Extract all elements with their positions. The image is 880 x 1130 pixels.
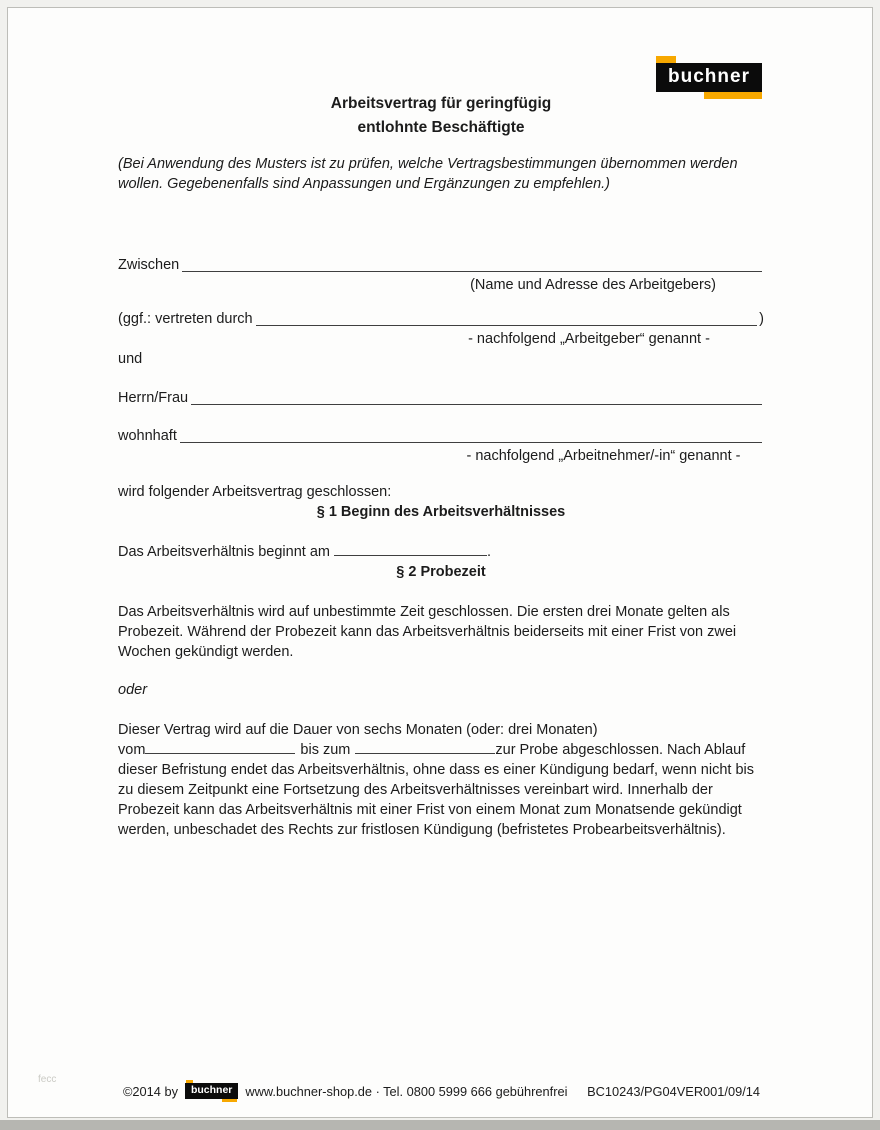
start-date-period: . [487, 544, 492, 560]
und-label: und [118, 351, 143, 367]
logo-wordmark: buchner [656, 63, 762, 92]
page-edge-shadow [0, 1120, 880, 1130]
employee-address-blank-line [180, 442, 762, 443]
representative-blank-line [256, 325, 758, 326]
copyright-text: ©2014 by [123, 1083, 178, 1099]
employer-hint: (Name und Adresse des Arbeitgebers) [470, 277, 716, 293]
bis-zum-label: bis zum [300, 742, 351, 758]
oder-label: oder [118, 682, 148, 698]
fixed-term-lead: Dieser Vertrag wird auf die Dauer von sechs Monaten (oder: drei Monaten) [118, 722, 598, 738]
vertreten-label: (ggf.: vertreten durch [118, 311, 253, 327]
employee-tag: - nachfolgend „Arbeitnehmer/-in“ genannt - [466, 448, 741, 464]
wohnhaft-label: wohnhaft [118, 428, 177, 444]
to-date-blank-line [355, 742, 495, 754]
probation-paragraph: Das Arbeitsverhältnis wird auf unbestimmte Zeit geschlossen. Die ersten drei Monate gelten als Probezeit. Während der Probezeit kann das Arbeitsverhältnis beiderseits mit einer Frist von zwei Wochen gekündigt werden. [118, 604, 737, 660]
footer-contact: www.buchner-shop.de · Tel. 0800 5999 666 gebührenfrei [245, 1083, 568, 1099]
from-date-blank-line [145, 742, 295, 754]
employee-name-blank-line [191, 404, 762, 405]
vom-label: vom [118, 742, 146, 758]
start-date-line [118, 542, 764, 562]
fixed-term-rest: zur Probe abgeschlossen. Nach Ablauf dieser Befristung endet das Arbeitsverhältnis, ohne dass es einer Kündigung bedarf, wenn nicht bis zu diesem Zeitpunkt eine Fortsetzung des Arbeitsverhältnisses vereinbart wird. Innerhalb der Probezeit kann das Arbeitsverhältnis mit einer Frist von einem Monat zum Monatsende gekündigt werden, unbeschadet des Rechts zur fristlosen Kündigung (befristetes Probearbeitsverhältnis). [118, 742, 754, 838]
document-page [7, 7, 873, 1118]
section-1-heading: § 1 Beginn des Arbeitsverhältnisses [316, 504, 566, 520]
person-label: Herrn/Frau [118, 390, 189, 406]
document-code: BC10243/PG04VER001/09/14 [587, 1083, 760, 1099]
vertreten-close-paren: ) [759, 311, 764, 327]
watermark-text: fecc [38, 1074, 57, 1085]
employer-tag: - nachfolgend „Arbeitgeber“ genannt - [468, 331, 710, 347]
document-title [118, 92, 764, 140]
start-date-blank-line [334, 544, 487, 556]
contract-body [118, 8, 764, 840]
start-date-label: Das Arbeitsverhältnis beginnt am [118, 544, 330, 560]
employee-name-row [118, 388, 764, 408]
title-line-2: entlohnte Beschäftigte [357, 119, 525, 136]
title-line-1: Arbeitsvertrag für geringfügig [330, 95, 552, 112]
page-footer [8, 1083, 872, 1099]
employee-address-row [118, 426, 764, 446]
usage-note: (Bei Anwendung des Musters ist zu prüfen, welche Vertragsbestimmungen übernommen werden wollen. Gegebenenfalls sind Anpassungen und Ergänzungen zu empfehlen.) [118, 156, 738, 192]
footer-left-group [123, 1083, 567, 1099]
fixed-term-paragraph [118, 720, 764, 840]
contract-intro: wird folgender Arbeitsvertrag geschlossen: [118, 484, 392, 500]
buchner-logo-small: buchner [185, 1083, 238, 1099]
zwischen-label: Zwischen [118, 257, 180, 273]
employer-name-blank-line [182, 271, 762, 272]
section-2-heading: § 2 Probezeit [396, 564, 486, 580]
representative-row [118, 309, 764, 329]
employer-name-row [118, 255, 764, 275]
